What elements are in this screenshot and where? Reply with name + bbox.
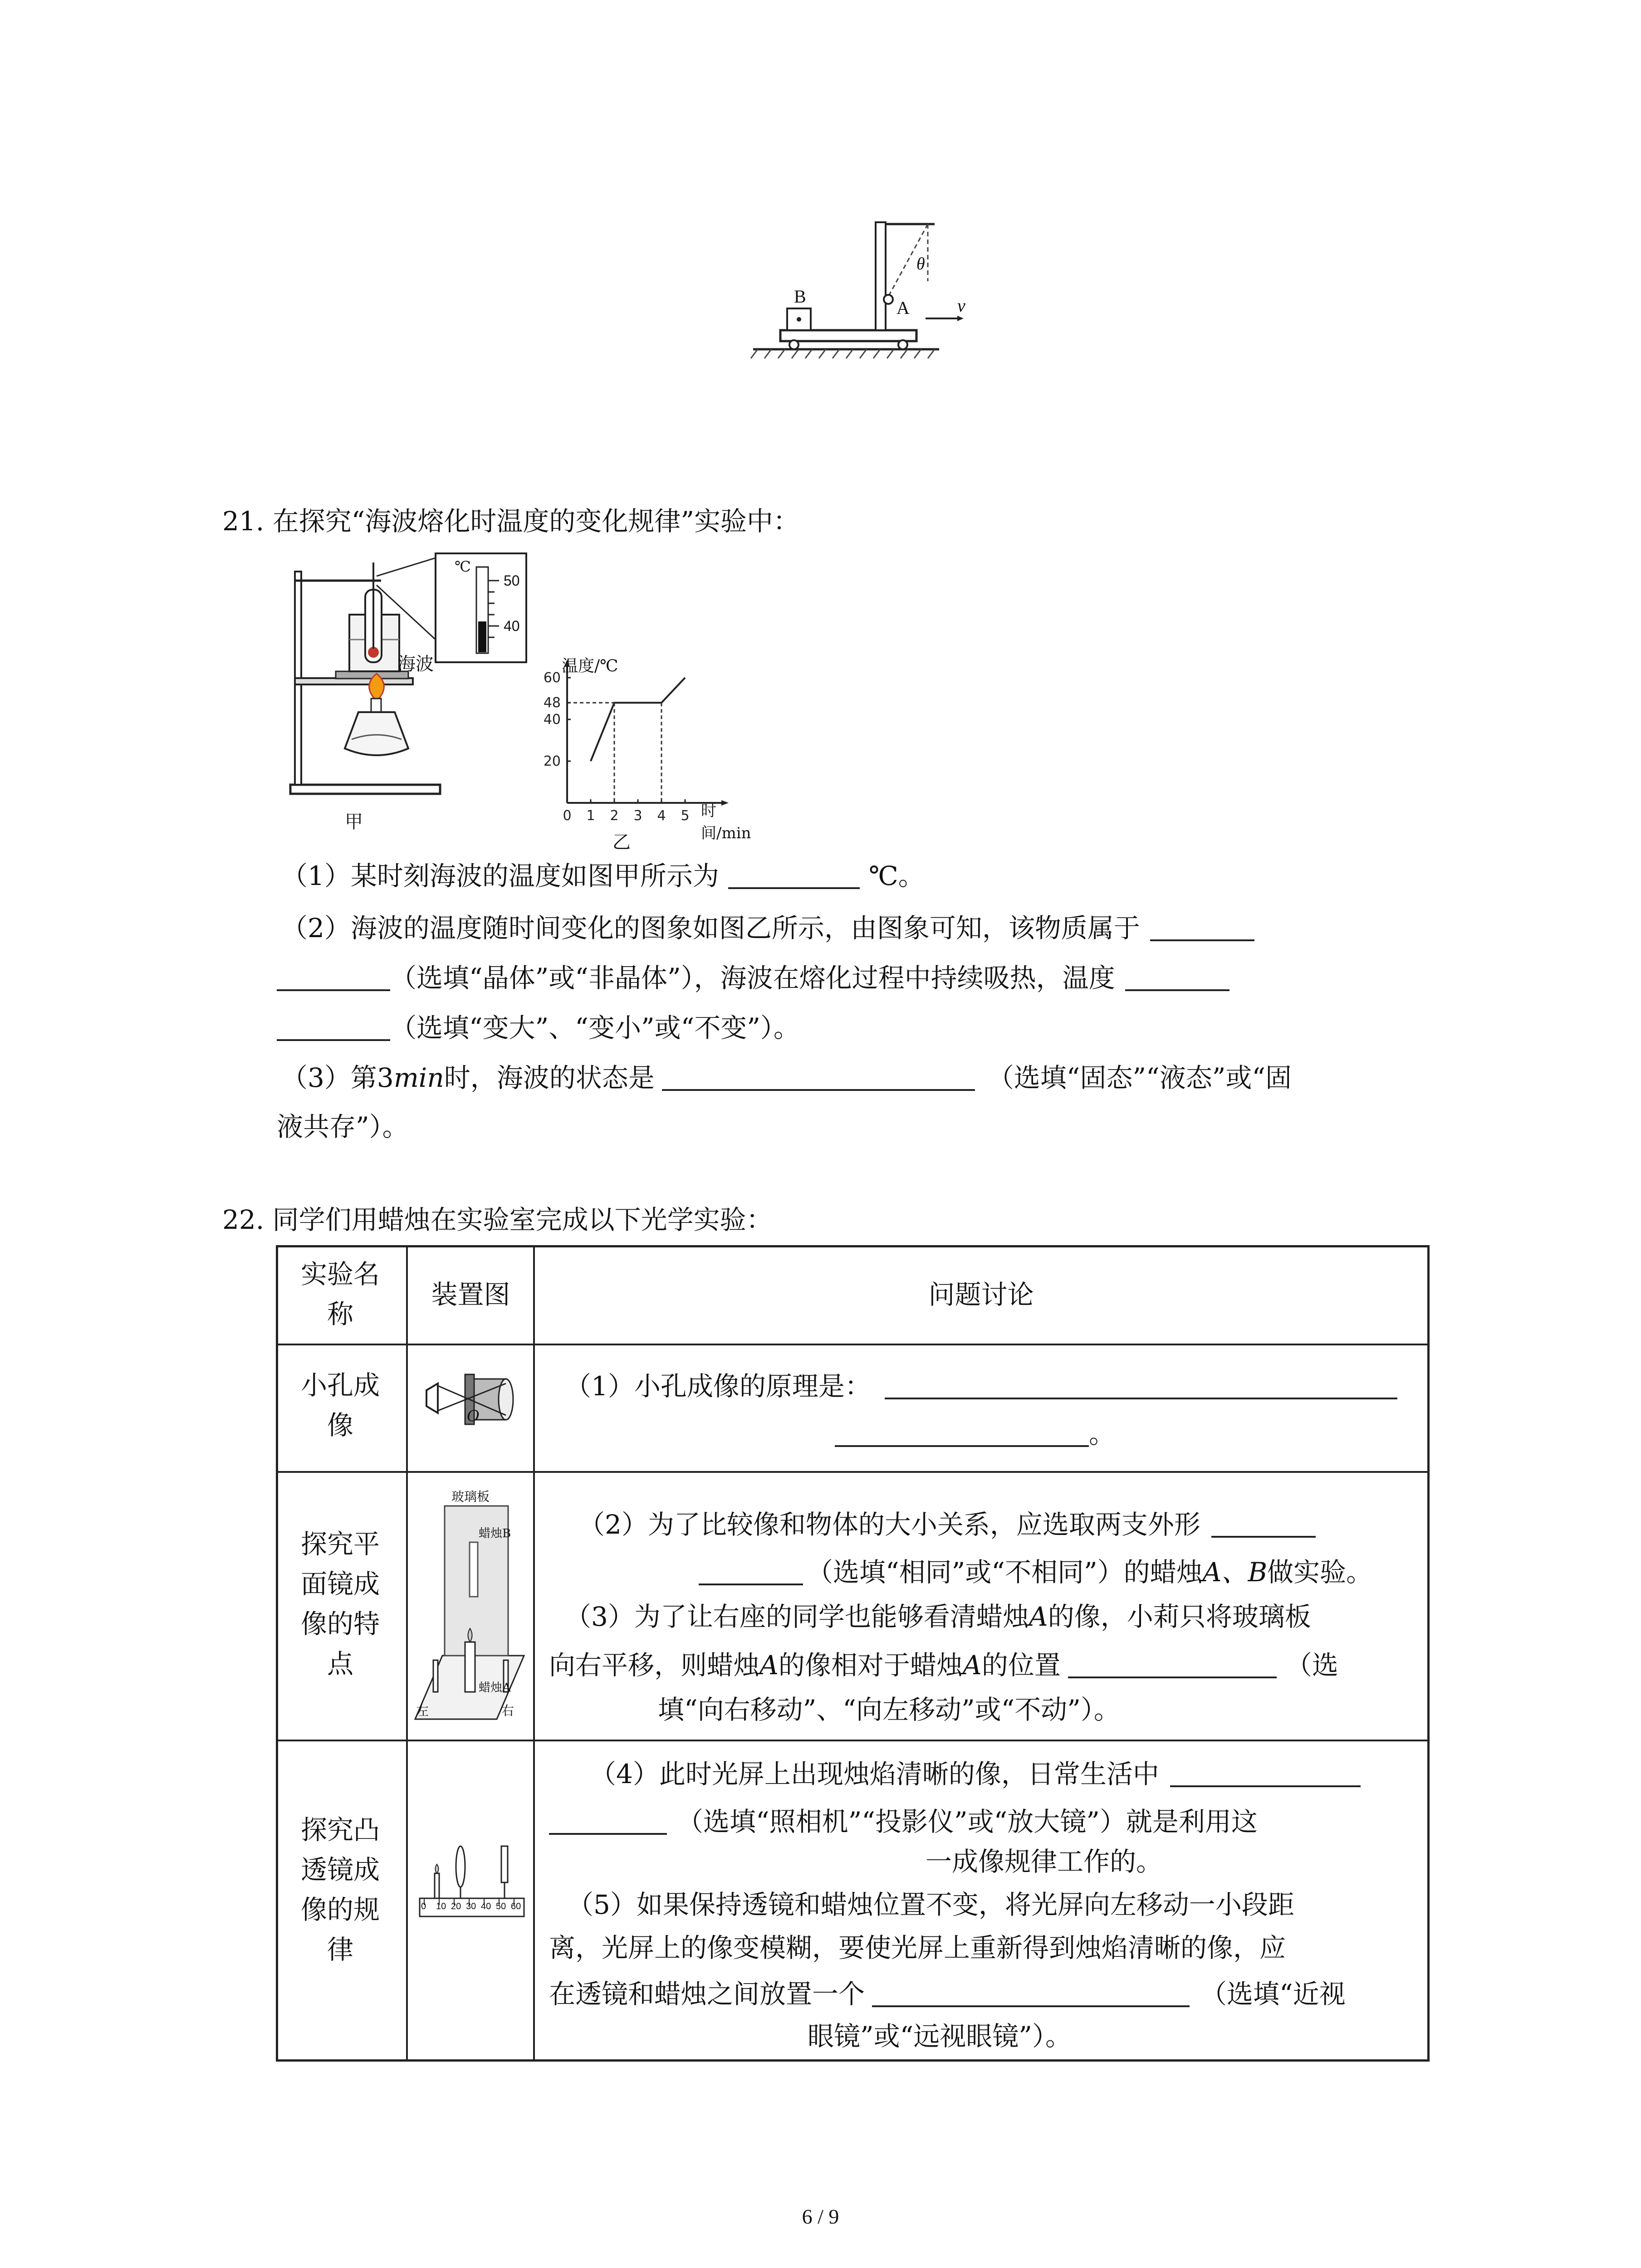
q21-p3-blank[interactable] xyxy=(662,1064,975,1091)
q21-p2-line3 xyxy=(277,1014,800,1041)
q21-p2-text-b: （选填“晶体”或“非晶体”），海波在熔化过程中持续吸热，温度 xyxy=(390,963,1115,993)
q21-p1 xyxy=(281,862,925,889)
q21-p2-text-c: （选填“变大”、“变小”或“不变”）。 xyxy=(390,1012,800,1043)
row3-q4-line2 xyxy=(549,1808,1258,1835)
q21-p2-line1 xyxy=(281,914,1254,941)
chart-xtick-label: 3 xyxy=(633,808,642,824)
chart-series-line xyxy=(591,678,685,761)
chart-xtick-label: 0 xyxy=(563,808,572,824)
caption-jia: 甲 xyxy=(345,811,363,832)
lens-ruler-ticks xyxy=(417,1901,526,1929)
q21-p2-blank-1-cont[interactable] xyxy=(277,964,390,991)
row2-q2-line2 xyxy=(699,1557,1373,1588)
row2-q3-text-a: （3）为了让右座的同学也能够看清蜡烛 xyxy=(565,1601,1029,1632)
ruler-tick-label: 50 xyxy=(496,1901,506,1911)
pinhole-label-o: O xyxy=(467,1407,480,1425)
chart-ytick-label: 60 xyxy=(543,670,561,686)
label-haibo: 海波 xyxy=(397,654,434,675)
row2-q2-line1 xyxy=(578,1510,1316,1538)
label-a: A xyxy=(896,298,910,318)
row2-q3-text-a2: 的像，小莉只将玻璃板 xyxy=(1048,1601,1311,1632)
row2-q3-line1 xyxy=(565,1603,1311,1630)
row1-q1-end: 。 xyxy=(1089,1418,1116,1449)
row1-name: 小孔成像 xyxy=(300,1370,380,1441)
caption-yi: 乙 xyxy=(612,832,631,853)
q21-p2-blank-2-cont[interactable] xyxy=(277,1014,390,1041)
row2-q3-text-c: （选 xyxy=(1285,1650,1338,1681)
row2-q3-text-b2: 的像相对于蜡烛 xyxy=(778,1650,963,1681)
row3-q4-line1 xyxy=(590,1760,1361,1787)
q21-p3-min: min xyxy=(393,1062,444,1093)
chart-ylabel: 温度/℃ xyxy=(562,657,618,675)
header-col-figure: 装置图 xyxy=(431,1279,510,1310)
row2-q3-text-b3: 的位置 xyxy=(981,1650,1061,1681)
ruler-tick-label: 0 xyxy=(421,1901,426,1911)
chart-xtick-label: 5 xyxy=(681,808,690,824)
cart-pendulum-figure xyxy=(744,213,998,363)
thermo-tick-50: 50 xyxy=(504,572,520,589)
row2-name: 探究平面镜成像的特点 xyxy=(300,1529,380,1679)
q21-p1-text: （1）某时刻海波的温度如图甲所示为 xyxy=(281,860,719,891)
row3-q5-line2: 离，光屏上的像变模糊，要使光屏上重新得到烛焰清晰的像，应 xyxy=(549,1932,1286,1963)
q21-p2-blank-1[interactable] xyxy=(1150,914,1254,941)
header-col-name: 实验名称 xyxy=(300,1259,380,1330)
row2-q2-blank[interactable] xyxy=(1211,1510,1316,1538)
q21-p1-blank[interactable] xyxy=(728,862,860,889)
row3-q5-line4: 眼镜”或“远视眼镜”）。 xyxy=(808,2021,1072,2052)
row2-q3-line3: 填“向右移动”、“向左移动”或“不动”）。 xyxy=(658,1694,1120,1725)
figure-yi xyxy=(526,653,762,853)
row3-name: 探究凸透镜成像的规律 xyxy=(300,1814,380,1965)
row2-q3-var-b: A xyxy=(759,1650,779,1681)
row3-q4-text-b: （选填“照相机”“投影仪”或“放大镜”）就是利用这 xyxy=(677,1806,1258,1837)
q21-p3-line2: 液共存”）。 xyxy=(277,1111,409,1142)
row2-q3-var-a: A xyxy=(1029,1601,1048,1632)
thermo-tick-40: 40 xyxy=(504,618,520,634)
lens-figure xyxy=(417,1819,526,1932)
mirror-label-right: 右 xyxy=(501,1703,514,1718)
mirror-figure xyxy=(411,1479,531,1737)
chart-xtick-label: 4 xyxy=(657,808,666,824)
row1-q1-line1 xyxy=(565,1371,1397,1402)
row2-q2-ab: A、B xyxy=(1202,1557,1268,1588)
chart-xlabel: 时间/min xyxy=(701,802,751,842)
row3-q4-line3: 一成像规律工作的。 xyxy=(926,1846,1163,1877)
ruler-tick-label: 20 xyxy=(451,1901,461,1911)
mirror-label-candle-a: 蜡烛A xyxy=(479,1681,511,1695)
ruler-tick-label: 60 xyxy=(511,1901,521,1911)
q22-stem: 22. 同学们用蜡烛在实验室完成以下光学实验： xyxy=(222,1204,773,1235)
page-number: 6 / 9 xyxy=(802,2205,839,2228)
label-theta: θ xyxy=(916,254,925,274)
q21-p2-text-a: （2）海波的温度随时间变化的图象如图乙所示，由图象可知，该物质属于 xyxy=(281,913,1140,943)
row1-q1-blank[interactable] xyxy=(885,1372,1397,1399)
row2-q3-blank[interactable] xyxy=(1068,1651,1277,1678)
thermo-unit: ℃ xyxy=(455,558,471,575)
row3-q5-text-d: （选填“近视 xyxy=(1200,1979,1346,2009)
label-v: v xyxy=(957,295,965,316)
row3-q4-blank[interactable] xyxy=(1170,1760,1361,1787)
row3-q5-text-c: 在透镜和蜡烛之间放置一个 xyxy=(549,1979,865,2009)
ruler-tick-label: 30 xyxy=(466,1901,476,1911)
row2-q3-line2 xyxy=(549,1650,1338,1681)
q21-p3-text-a: （3）第3 xyxy=(281,1062,394,1093)
q21-p2-blank-2[interactable] xyxy=(1125,964,1230,991)
chart-xtick-label: 2 xyxy=(610,808,619,824)
row2-q3-text-b: 向右平移，则蜡烛 xyxy=(549,1650,760,1681)
chart-ytick-label: 20 xyxy=(543,753,561,769)
ruler-tick-label: 40 xyxy=(481,1901,491,1911)
label-b: B xyxy=(794,286,806,307)
figure-jia xyxy=(286,549,531,839)
q21-p3-line1 xyxy=(281,1064,1292,1091)
row3-q5-line3 xyxy=(549,1980,1346,2007)
row3-q4-blank-cont[interactable] xyxy=(549,1808,667,1835)
q21-p2-line2 xyxy=(277,964,1230,991)
chart-ytick-label: 40 xyxy=(543,712,561,728)
row3-q4-text-a: （4）此时光屏上出现烛焰清晰的像，日常生活中 xyxy=(590,1759,1159,1789)
mirror-label-glass: 玻璃板 xyxy=(451,1489,490,1504)
header-col-discussion: 问题讨论 xyxy=(928,1279,1034,1310)
row2-q3-var-b2: A xyxy=(962,1650,982,1681)
row2-q2-text-b: （选填“相同”或“不相同”）的蜡烛 xyxy=(807,1557,1203,1588)
mirror-label-candle-b: 蜡烛B xyxy=(479,1527,511,1540)
row1-q1-text: （1）小孔成像的原理是： xyxy=(565,1371,871,1402)
row3-q5-line1: （5）如果保持透镜和蜡烛位置不变，将光屏向左移动一小段距 xyxy=(567,1889,1294,1920)
row2-q2-text-c: 做实验。 xyxy=(1267,1557,1373,1588)
row1-q1-line2 xyxy=(835,1420,1115,1447)
q21-p3-text-b: 时，海波的状态是 xyxy=(444,1062,655,1093)
pinhole-figure xyxy=(420,1365,519,1433)
row3-q5-blank[interactable] xyxy=(872,1980,1190,2007)
ruler-tick-label: 10 xyxy=(436,1901,446,1911)
q21-p3-text-c: （选填“固态”“液态”或“固 xyxy=(987,1062,1292,1093)
row2-q2-blank-cont[interactable] xyxy=(699,1558,803,1585)
q21-p1-unit: ℃。 xyxy=(868,860,925,891)
chart-xtick-label: 1 xyxy=(586,808,595,824)
q21-stem: 21. 在探究“海波熔化时温度的变化规律”实验中： xyxy=(222,506,799,537)
mirror-label-left: 左 xyxy=(416,1703,429,1718)
chart-ytick-label: 48 xyxy=(543,695,561,711)
row2-q2-text-a: （2）为了比较像和物体的大小关系，应选取两支外形 xyxy=(578,1509,1200,1540)
row1-q1-blank-cont[interactable] xyxy=(835,1420,1089,1447)
